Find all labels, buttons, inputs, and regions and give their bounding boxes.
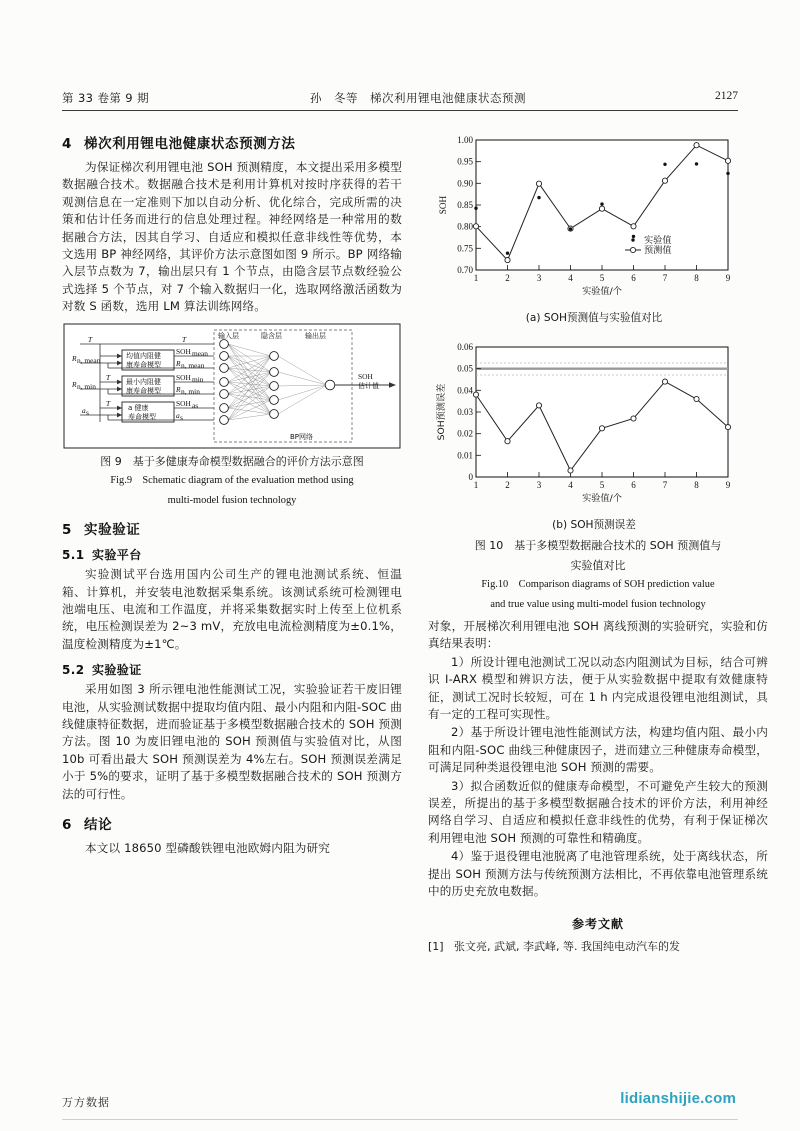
section-6-title: 结论	[84, 817, 113, 834]
section-5-heading	[62, 518, 402, 538]
model-3-passthru-sub: s	[180, 412, 183, 422]
bus-label-T: T	[182, 334, 187, 344]
figure-9-diagram	[62, 322, 402, 450]
left-column	[62, 122, 402, 858]
chart-b-ytick-6: 0.06	[457, 342, 473, 352]
chart-a-xtick-4: 4	[568, 273, 573, 283]
right-paragraph-4: 4）鉴于退役锂电池脱离了电池管理系统，处于离线状态，所提出 SOH 预测方法与传统预测方法相比，不再依靠电池管理系统中的历史充放电数据。	[428, 849, 768, 899]
model-3-passthru: a	[176, 410, 180, 420]
chart-b-ytick-1: 0.01	[457, 450, 473, 461]
figure-10-caption-en-1: Fig.10 Comparison diagrams of SOH prediction value	[481, 579, 715, 590]
chart-a-xtick-5: 5	[599, 273, 605, 283]
chart-a-ytick-1: 0.75	[457, 243, 473, 254]
section-4-heading	[62, 132, 402, 152]
chart-a-xtick-1: 1	[473, 273, 479, 283]
figure-10-captions	[428, 538, 768, 612]
figure-9-caption-en-2: multi-model fusion technology	[167, 494, 297, 506]
right-paragraph-3: 3）拟合函数近似的健康寿命模型，不可避免产生较大的预测误差，所提出的基于多模型数据融合技术的评价方法，利用神经网络自学习、自适应和模拟任意非线性的优势，有利于保证梯次利用锂电池 SOH 预测的可靠性和精确度。	[428, 778, 768, 845]
section-5-2-paragraph: 采用如图 3 所示锂电池性能测试工况，实验验证若干废旧锂电池，从实验测试数据中提取均值内阻、最小内阻和内阻-SOC 曲线健康特征数据，进而验证基于多模型数据融合技术的 SOH 预测方法。图 10 为废旧锂电池的 SOH 预测值与实验值对比，从图 10b 可看出最大 SOH 预测误差为 4%左右。SOH 预测误差满足小于 5%的要求，证明了基于多模型数据融合技术的 SOH 预测方法的可行性。	[62, 682, 402, 801]
chart-b-ytick-5: 0.05	[457, 363, 473, 374]
input-label-Rnmin-sub: n, min	[77, 381, 96, 391]
input-label-T1: T	[88, 334, 93, 344]
model-3-out: SOH	[176, 398, 191, 408]
section-5-1-heading	[62, 546, 402, 563]
chart-b-xtick-3: 3	[536, 480, 542, 490]
section-5-2-title: 实验验证	[92, 663, 142, 678]
section-5-1-paragraph: 实验测试平台选用国内公司生产的锂电池测试系统、恒温箱、计算机，并安装电池数据采集系统。该测试系统可检测锂电池端电压、电流和工作温度，并将采集数据实时上传至上位机系统，电压检测误差为 2~3 mV，充放电电流检测精度为±0.1%，温度检测精度为±1℃。	[62, 567, 402, 651]
section-5-1-title: 实验平台	[92, 548, 142, 563]
chart-a-ytick-5: 0.95	[457, 156, 473, 167]
right-column	[428, 122, 768, 955]
chart-a-legend-1: 实验值	[644, 235, 672, 246]
chart-b-svg	[428, 331, 760, 511]
chart-a-xtick-8: 8	[694, 273, 699, 283]
chart-b-subcaption: (b) SOH预测误差	[552, 519, 636, 531]
chart-b-xtick-8: 8	[694, 480, 699, 490]
chart-a-xtick-6: 6	[631, 273, 636, 283]
figure-9-caption-cn: 图 9 基于多健康寿命模型数据融合的评价方法示意图	[100, 454, 364, 468]
model-1-line1: 均值内阻健	[126, 351, 161, 360]
chart-a-xlabel: 实验值/个	[582, 286, 622, 297]
chart-b-xlabel: 实验值/个	[582, 493, 622, 504]
chart-a-xtick-9: 9	[725, 273, 731, 283]
model-1-out-sub: mean	[192, 348, 209, 358]
model-2-out-sub: min	[192, 374, 204, 384]
chart-soh-comparison	[428, 122, 760, 325]
input-label-as-sub: s	[86, 407, 89, 417]
section-4-title: 梯次利用锂电池健康状态预测方法	[84, 136, 296, 152]
chart-b-xtick-7: 7	[662, 480, 668, 490]
chart-b-xtick-2: 2	[505, 480, 510, 490]
legend-marker-predicted	[630, 247, 635, 252]
model-3-out-sub: as	[192, 400, 199, 410]
chart-b-ytick-0: 0	[468, 472, 473, 482]
header-rule	[62, 110, 738, 111]
figure-9-caption-en-1: Fig.9 Schematic diagram of the evaluation method using	[110, 475, 354, 487]
chart-b-ytick-4: 0.04	[457, 385, 473, 396]
figure-10-caption-cn-2: 实验值对比	[570, 558, 626, 572]
chart-a-legend-2: 预测值	[644, 245, 672, 256]
chart-a-xtick-3: 3	[536, 273, 542, 283]
chart-a-svg	[428, 122, 760, 304]
model-1-line2: 康寿命模型	[126, 360, 161, 369]
chart-b-ytick-2: 0.02	[457, 428, 473, 439]
header-volume-issue: 第 33 卷第 9 期	[62, 91, 149, 105]
right-paragraph-2: 2）基于所设计锂电池性能测试方法，构建均值内阻、最小内阻和内阻-SOC 曲线三种健康因子，进而建立三种健康寿命模型，可满足同种类退役锂电池 SOH 预测的需要。	[428, 725, 768, 775]
site-watermark: lidianshijie.com	[620, 1090, 736, 1107]
section-5-2-number: 5.2	[62, 663, 85, 678]
model-3-line1: a 健康	[128, 403, 149, 412]
section-5-2-heading	[62, 661, 402, 678]
model-2-passthru: R	[176, 384, 181, 394]
input-label-as: a	[82, 405, 86, 415]
section-4-paragraph: 为保证梯次利用锂电池 SOH 预测精度，本文提出采用多模型数据融合技术。数据融合技术是利用计算机对按时序获得的若干观测信息在一定准则下加以自动分析、优化综合，完成所需的决策和估计任务而进行的信息处理过程。神经网络是一种常用的数据融合方法，因其自学习、自适应和模拟任意非线性等优势，本文选用 BP 神经网络，其评价方法示意图如图 9 所示。BP 网络输入层节点数为 7，输出层只有 1 个节点，由隐含层节点数经验公式选择 5 个节点，对 7 个输入数据归一化，选取网络激活函数为对数 S 函数，选用 LM 算法训练网络。	[62, 160, 402, 314]
section-6-paragraph: 本文以 18650 型磷酸铁锂电池欧姆内阻为研究	[85, 841, 330, 856]
reference-item	[428, 939, 768, 955]
reference-text: 张文亮, 武斌, 李武峰, 等. 我国纯电动汽车的发	[454, 939, 680, 953]
figure-9	[62, 322, 402, 509]
chart-a-xtick-7: 7	[662, 273, 668, 283]
input-label-T2: T	[106, 372, 111, 382]
section-5-1-number: 5.1	[62, 548, 85, 563]
chart-b-xtick-4: 4	[568, 480, 573, 490]
network-label: BP网络	[290, 432, 314, 441]
figure-10-caption-en-2: and true value using multi-model fusion technology	[490, 598, 706, 610]
chart-a-ytick-3: 0.85	[457, 200, 473, 210]
chart-a-ytick-4: 0.90	[457, 178, 473, 189]
chart-b-xtick-5: 5	[599, 480, 605, 490]
chart-b-xtick-6: 6	[631, 480, 636, 490]
right-paragraph-0: 对象，开展梯次利用锂电池 SOH 离线预测的实验研究，实验和仿真结果表明：	[428, 619, 768, 651]
input-label-Rnmean-sub: n, mean	[77, 355, 101, 365]
chart-b-xtick-9: 9	[725, 480, 731, 490]
header-page-number: 2127	[715, 90, 738, 102]
footer-rule	[62, 1119, 738, 1120]
wanfang-watermark: 万方数据	[62, 1096, 110, 1109]
model-2-line2: 康寿命模型	[126, 386, 161, 395]
chart-a-ytick-6: 1.00	[457, 135, 473, 145]
legend-marker-experimental	[631, 238, 634, 241]
chart-b-ytick-3: 0.03	[457, 407, 473, 417]
running-header	[62, 90, 738, 112]
bp-network-diagram	[62, 322, 402, 450]
chart-b-ylabel: SOH预测误差	[436, 383, 447, 441]
chart-a-ylabel: SOH	[438, 195, 448, 215]
header-article-title: 孙 冬等 梯次利用锂电池健康状态预测	[310, 91, 526, 105]
references-heading: 参考文献	[571, 916, 624, 931]
model-3-line2: 寿命模型	[128, 412, 156, 421]
model-1-passthru-sub: n, mean	[181, 360, 205, 370]
model-2-passthru-sub: n, min	[181, 386, 200, 396]
section-4-number: 4	[62, 136, 72, 152]
input-label-T3: T	[106, 398, 111, 408]
section-6-heading	[62, 813, 402, 833]
right-paragraph-1: 1）所设计锂电池测试工况以动态内阻测试为目标，结合可辨识 I-ARX 模型和辨识方法，便于从实验数据中提取有效健康特征，测试工况时长较短，可在 1 h 内完成退役锂电池组测试，具有一定的工程可实现性。	[428, 654, 768, 722]
section-5-number: 5	[62, 522, 72, 539]
section-5-title: 实验验证	[84, 522, 141, 539]
chart-b-xtick-1: 1	[473, 480, 479, 490]
model-1-passthru: R	[176, 358, 181, 368]
chart-a-ytick-0: 0.70	[457, 265, 473, 275]
chart-soh-error	[428, 331, 760, 532]
figure-10-caption-cn-1: 图 10 基于多模型数据融合技术的 SOH 预测值与	[474, 539, 722, 552]
chart-a-subcaption: (a) SOH预测值与实验值对比	[525, 312, 663, 324]
section-6-number: 6	[62, 817, 72, 834]
model-2-out: SOH	[176, 372, 191, 382]
layer-label-input: 输入层	[218, 331, 239, 340]
chart-a-xtick-2: 2	[505, 273, 510, 283]
layer-label-hidden: 隐含层	[261, 331, 282, 340]
output-label-estimate: 估计值	[358, 381, 379, 390]
input-label-Rnmean: R	[72, 353, 77, 363]
model-1-out: SOH	[176, 346, 191, 356]
chart-a-ytick-2: 0.80	[457, 221, 473, 232]
reference-number: [1]	[428, 939, 444, 953]
layer-label-output: 输出层	[305, 331, 326, 340]
input-label-Rnmin: R	[72, 379, 77, 389]
model-2-line1: 最小内阻健	[126, 377, 161, 386]
output-label-soh: SOH	[358, 371, 373, 381]
